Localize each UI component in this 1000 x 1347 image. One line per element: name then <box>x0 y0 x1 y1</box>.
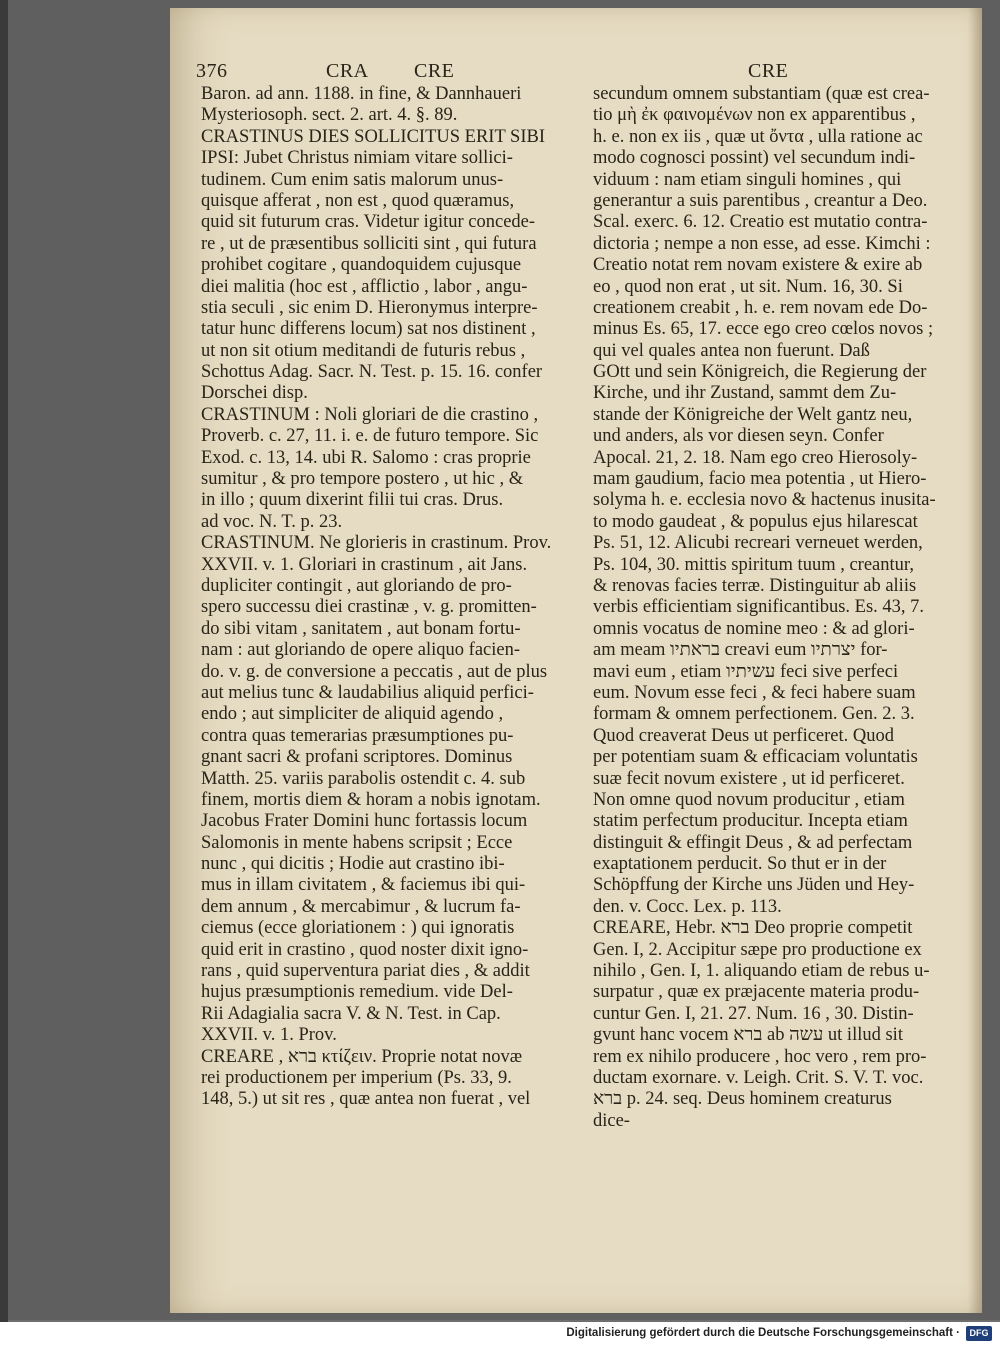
left-column <box>201 84 573 1111</box>
text-line: dem annum , & mercabimur , & lucrum fa- <box>201 896 521 917</box>
scan-edge <box>0 0 8 1347</box>
text-line: do. v. g. de conversione a peccatis , aut de plus <box>201 661 548 682</box>
text-line: Ps. 104, 30. mittis spiritum tuum , creantur, <box>593 554 914 575</box>
text-line: endo ; aut simpliciter de aliquid agendo , <box>201 704 504 725</box>
text-line: dice- <box>593 1110 630 1131</box>
right-column <box>593 84 965 1132</box>
text-line: aut melius tunc & laudabilius aliquid perfici- <box>201 682 534 703</box>
text-line: tio μὴ ἐκ φαινομένων non ex apparentibus , <box>593 105 916 126</box>
text-line: spero successu diei crastinæ , v. g. promitten- <box>201 597 537 618</box>
text-line: in illo ; quum dixerint filii tui cras. Drus. <box>201 490 504 511</box>
text-line: nunc , qui dicitis ; Hodie aut crastino ibi- <box>201 854 505 875</box>
text-line: Salomonis in mente habens scripsit ; Ecce <box>201 832 513 853</box>
text-line: formam & omnem perfectionem. Gen. 2. 3. <box>593 704 915 725</box>
text-line: re , ut de præsentibus solliciti sint , qui futura <box>201 233 537 254</box>
text-line: contra quas temerarias præsumptiones pu- <box>201 725 514 746</box>
text-line: ductam exornare. v. Leigh. Crit. S. V. T. voc. <box>593 1067 924 1088</box>
text-line: gnant sacri & profani scriptores. Dominus <box>201 747 513 768</box>
dfg-logo: DFG <box>966 1326 992 1341</box>
funding-credit: Digitalisierung gefördert durch die Deutsche Forschungsgemeinschaft · <box>566 1327 960 1339</box>
text-line: surpatur , quæ ex præjacente materia produ- <box>593 982 920 1003</box>
text-line: gvunt hanc vocem ברא ab עשה ut illud sit <box>593 1025 903 1046</box>
text-line: rei productionem per imperium (Ps. 33, 9. <box>201 1067 512 1088</box>
text-line: Gen. I, 2. Accipitur sæpe pro productione ex <box>593 939 922 960</box>
text-line: CRASTINUS DIES SOLLICITUS ERIT SIBI <box>201 126 545 147</box>
text-line: Scal. exerc. 6. 12. Creatio est mutatio contra- <box>593 212 928 233</box>
text-line: eum. Novum esse feci , & feci habere suam <box>593 682 916 703</box>
text-line: viduum : nam etiam singuli homines , qui <box>593 169 902 190</box>
guide-word-left-2: CRE <box>414 60 455 82</box>
text-line: Apocal. 21, 2. 18. Nam ego creo Hierosoly- <box>593 447 918 468</box>
text-line: tatur hunc differens locum) sat nos distinent , <box>201 319 536 340</box>
text-line: Quod creaverat Deus ut perficeret. Quod <box>593 725 895 746</box>
text-line: ut non sit otium meditandi de futuris rebus , <box>201 340 526 361</box>
page-number: 376 <box>196 60 228 82</box>
text-line: distinguit & effingit Deus , & ad perfectam <box>593 832 913 853</box>
guide-word-right: CRE <box>748 60 789 82</box>
text-line: per potentiam suam & efficaciam voluntatis <box>593 747 918 768</box>
text-line: Jacobus Frater Domini hunc fortassis locum <box>201 811 528 832</box>
text-line: secundum omnem substantiam (quæ est crea- <box>593 84 930 104</box>
text-line: creationem creabit , h. e. rem novam ede Do- <box>593 297 928 318</box>
text-line: statim perfectum producitur. Incepta etiam <box>593 811 908 832</box>
text-line: Ps. 51, 12. Alicubi recreari verneuet werden, <box>593 533 923 554</box>
text-line: ברא p. 24. seq. Deus hominem creaturus <box>593 1089 892 1110</box>
text-line: eo , quod non erat , ut sit. Num. 16, 30. Si <box>593 276 903 297</box>
text-line: CRASTINUM. Ne glorieris in crastinum. Prov. <box>201 533 552 554</box>
text-line: dupliciter contingit , aut gloriando de pro- <box>201 575 512 596</box>
text-line: am meam בראתיו creavi eum יצרתיו for- <box>593 640 888 661</box>
text-line: dictoria ; nempe a non esse, ad esse. Kimchi : <box>593 233 931 254</box>
footer-bar <box>0 1322 1000 1347</box>
text-line: do sibi vitam , sanitatem , aut bonam fortu- <box>201 618 521 639</box>
text-line: 148, 5.) ut sit res , quæ antea non fuerat , vel <box>201 1089 531 1110</box>
text-line: ad voc. N. T. p. 23. <box>201 511 343 532</box>
text-line: generantur a suis parentibus , creantur a Deo. <box>593 190 928 211</box>
text-line: verbis efficientiam significantibus. Es. 43, 7. <box>593 597 925 618</box>
text-line: Non omne quod novum producitur , etiam <box>593 789 905 810</box>
text-line: prohibet cogitare , quandoquidem cujusque <box>201 255 522 276</box>
text-line: sumitur , & pro tempore postero , ut hic , & <box>201 469 524 490</box>
guide-word-left-1: CRA <box>326 60 369 82</box>
text-line: minus Es. 65, 17. ecce ego creo cœlos novos ; <box>593 319 934 340</box>
text-line: Exod. c. 13, 14. ubi R. Salomo : cras proprie <box>201 447 531 468</box>
text-line: rem ex nihilo producere , hoc vero , rem pro- <box>593 1046 927 1067</box>
text-line: und anders, als vor diesen seyn. Confer <box>593 426 884 447</box>
text-line: rans , quid superventura pariat dies , & addit <box>201 961 530 982</box>
text-line: Creatio notat rem novam existere & exire ab <box>593 255 923 276</box>
text-line: modo cognosci possint) vel secundum indi- <box>593 148 916 169</box>
text-line: omnis vocatus de nomine meo : & ad glori- <box>593 618 915 639</box>
text-line: CREARE, Hebr. ברא Deo proprie competit <box>593 918 913 939</box>
text-line: & renovas facies terræ. Distinguitur ab aliis <box>593 575 917 596</box>
text-line: cuntur Gen. I, 21. 27. Num. 16 , 30. Distin- <box>593 1003 914 1024</box>
text-line: mam gaudium, facio mea potentia , ut Hiero- <box>593 469 927 490</box>
text-line: nam : aut gloriando de opere aliquo facien- <box>201 640 520 661</box>
text-line: stia seculi , sic enim D. Hieronymus interpre- <box>201 297 538 318</box>
text-line: h. e. non ex iis , quæ ut ὄντα , ulla ratione ac <box>593 126 923 147</box>
text-line: Schöpffung der Kirche uns Jüden und Hey- <box>593 875 915 896</box>
text-line: Kirche, und ihr Zustand, sammt dem Zu- <box>593 383 897 404</box>
text-line: CRASTINUM : Noli gloriari de die crastino , <box>201 404 539 425</box>
text-line: solyma h. e. ecclesia novo & hactenus inusita- <box>593 490 936 511</box>
text-line: Proverb. c. 27, 11. i. e. de futuro tempore. Sic <box>201 426 539 447</box>
text-line: exaptationem perducit. So thut er in der <box>593 854 887 875</box>
text-line: quid sit futurum cras. Videtur igitur concede- <box>201 212 536 233</box>
text-line: to modo gaudeat , & populus ejus hilarescat <box>593 511 918 532</box>
text-line: diei malitia (hoc est , afflictio , labor , angu- <box>201 276 528 297</box>
text-line: nihilo , Gen. I, 1. aliquando etiam de rebus u- <box>593 961 930 982</box>
text-line: finem, mortis diem & horam a nobis ignotam. <box>201 789 541 810</box>
text-line: Dorschei disp. <box>201 383 308 404</box>
text-line: quisque afferat , non est , quod quæramus, <box>201 190 515 211</box>
text-line: den. v. Cocc. Lex. p. 113. <box>593 896 782 917</box>
text-line: GOtt und sein Königreich, die Regierung der <box>593 362 927 383</box>
text-line: Rii Adagialia sacra V. & N. Test. in Cap. <box>201 1003 501 1024</box>
text-line: quid erit in crastino , quod noster dixit igno- <box>201 939 529 960</box>
text-line: qui vel quales antea non fuerunt. Daß <box>593 340 870 361</box>
text-line: IPSI: Jubet Christus nimiam vitare sollici- <box>201 148 513 169</box>
text-line: XXVII. v. 1. Gloriari in crastinum , ait Jans. <box>201 554 528 575</box>
text-line: Mysteriosoph. sect. 2. art. 4. §. 89. <box>201 105 458 126</box>
text-line: Baron. ad ann. 1188. in fine, & Dannhaueri <box>201 84 522 104</box>
text-line: Matth. 25. variis parabolis ostendit c. 4. sub <box>201 768 526 789</box>
text-line: suæ fecit novum existere , ut id perficeret. <box>593 768 905 789</box>
text-line: CREARE , ברא κτίζειν. Proprie notat novæ <box>201 1046 523 1067</box>
text-line: Schottus Adag. Sacr. N. Test. p. 15. 16. confer <box>201 362 543 383</box>
text-line: XXVII. v. 1. Prov. <box>201 1025 337 1046</box>
text-line: hujus præsumptionis remedium. vide Del- <box>201 982 513 1003</box>
text-line: mavi eum , etiam עשיתיו feci sive perfeci <box>593 661 899 682</box>
text-line: tudinem. Cum enim satis malorum unus- <box>201 169 504 190</box>
text-line: ciemus (ecce gloriationem : ) qui ignoratis <box>201 918 515 939</box>
text-line: stande der Königreiche der Welt gantz neu, <box>593 404 913 425</box>
text-line: mus in illam civitatem , & faciemus ibi qui- <box>201 875 526 896</box>
